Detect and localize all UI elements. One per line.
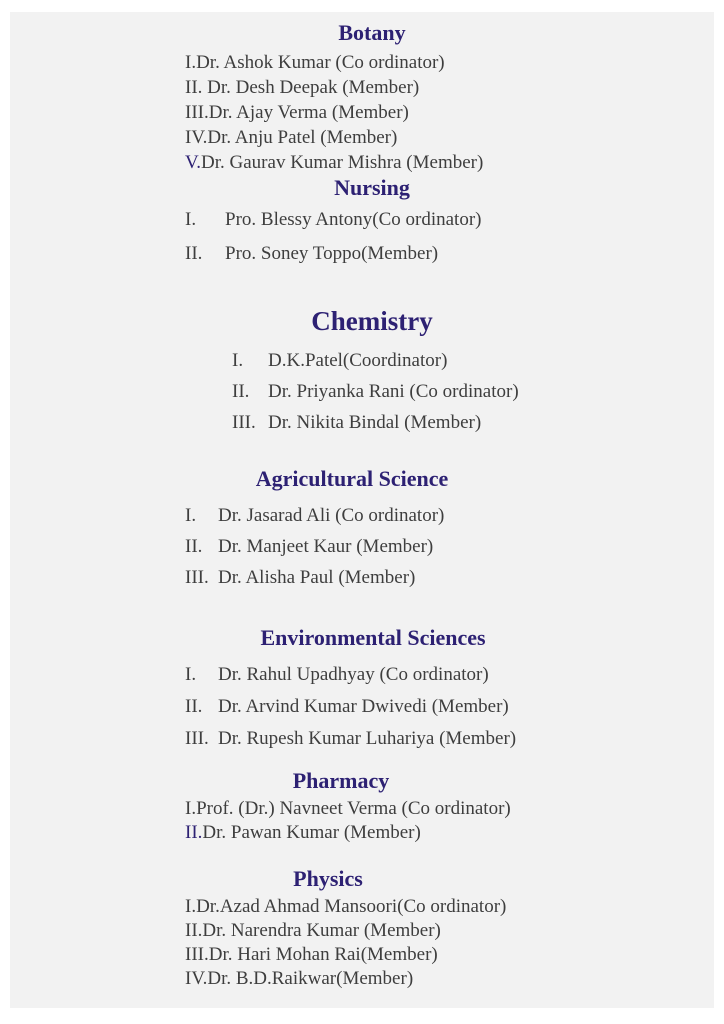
item-text: Dr. Narendra Kumar (Member) [202,920,441,941]
item-numeral: IV. [185,127,208,148]
item-text: Dr. Rahul Upadhyay (Co ordinator) [218,664,489,685]
list-item [185,100,714,125]
item-text: Dr. Nikita Bindal (Member) [268,412,482,433]
section-title: Pharmacy [292,768,390,793]
item-numeral: I. [185,52,197,73]
item-text: Dr. B.D.Raikwar(Member) [207,968,414,989]
list-item [185,203,714,237]
section-title: Agricultural Science [255,466,449,491]
member-list [185,500,714,593]
item-text: Dr. Pawan Kumar (Member) [202,822,421,843]
item-numeral: IV. [185,968,208,989]
list-item [185,531,714,562]
list-item [185,500,714,531]
item-numeral: II. [185,536,203,557]
item-text: Dr. Hari Mohan Rai(Member) [208,944,438,965]
list-item [185,659,714,691]
list-item [185,75,714,100]
item-numeral: III. [232,412,256,433]
item-numeral: V. [185,152,202,173]
member-list [185,203,714,271]
list-item [185,691,714,723]
member-list [232,345,714,438]
item-text: Pro. Blessy Antony(Co ordinator) [225,209,482,230]
item-numeral: II. [185,920,203,941]
document-sheet [10,12,714,1008]
item-text: Dr.Azad Ahmad Mansoori(Co ordinator) [196,896,507,917]
item-text: Dr. Gaurav Kumar Mishra (Member) [201,152,484,173]
list-item [185,50,714,75]
member-list [185,50,714,175]
item-text: Dr. Jasarad Ali (Co ordinator) [218,505,445,526]
list-item [185,943,714,967]
list-item [232,407,714,438]
item-text: Pro. Soney Toppo(Member) [225,243,439,264]
item-text: D.K.Patel(Coordinator) [268,350,448,371]
section-nursing [10,175,714,271]
section-title: Botany [338,20,406,45]
item-numeral: III. [185,102,209,123]
item-text: Dr. Priyanka Rani (Co ordinator) [268,381,519,402]
section-environmental [10,625,714,755]
item-numeral: II. [185,696,203,717]
item-numeral: III. [185,944,209,965]
sections-container [10,20,714,991]
list-item [185,797,714,821]
list-item [185,562,714,593]
item-numeral: III. [185,728,209,749]
section-title: Environmental Sciences [260,625,486,650]
item-text: Dr. Ajay Verma (Member) [208,102,409,123]
list-item [185,967,714,991]
list-item [185,895,714,919]
section-physics [10,866,714,991]
item-numeral: II. [185,822,203,843]
list-item [185,919,714,943]
item-text: Dr. Ashok Kumar (Co ordinator) [196,52,445,73]
item-numeral: I. [185,505,197,526]
section-title: Physics [293,866,363,891]
list-item [185,723,714,755]
list-item [185,150,714,175]
member-list [185,895,714,991]
section-chemistry [10,305,714,438]
list-item [185,125,714,150]
item-numeral: II. [185,77,203,98]
list-item [232,376,714,407]
member-list [185,659,714,755]
item-numeral: I. [185,664,197,685]
item-numeral: I. [185,896,197,917]
section-agricultural [10,466,714,593]
item-numeral: II. [232,381,250,402]
item-numeral: III. [185,567,209,588]
item-text: Dr. Anju Patel (Member) [207,127,398,148]
list-item [232,345,714,376]
section-pharmacy [10,768,714,845]
item-numeral: I. [185,798,197,819]
item-text: Dr. Arvind Kumar Dwivedi (Member) [218,696,509,717]
item-text: Dr. Alisha Paul (Member) [218,567,416,588]
list-item [185,821,714,845]
item-text: Prof. (Dr.) Navneet Verma (Co ordinator) [196,798,511,819]
item-text: Dr. Manjeet Kaur (Member) [218,536,434,557]
list-item [185,237,714,271]
section-botany [10,20,714,175]
section-title: Nursing [334,175,410,200]
item-numeral: II. [185,243,203,264]
item-numeral: I. [185,209,197,230]
member-list [185,797,714,845]
item-text: Dr. Rupesh Kumar Luhariya (Member) [218,728,517,749]
item-text: Dr. Desh Deepak (Member) [202,77,420,98]
section-title: Chemistry [311,306,433,336]
item-numeral: I. [232,350,244,371]
